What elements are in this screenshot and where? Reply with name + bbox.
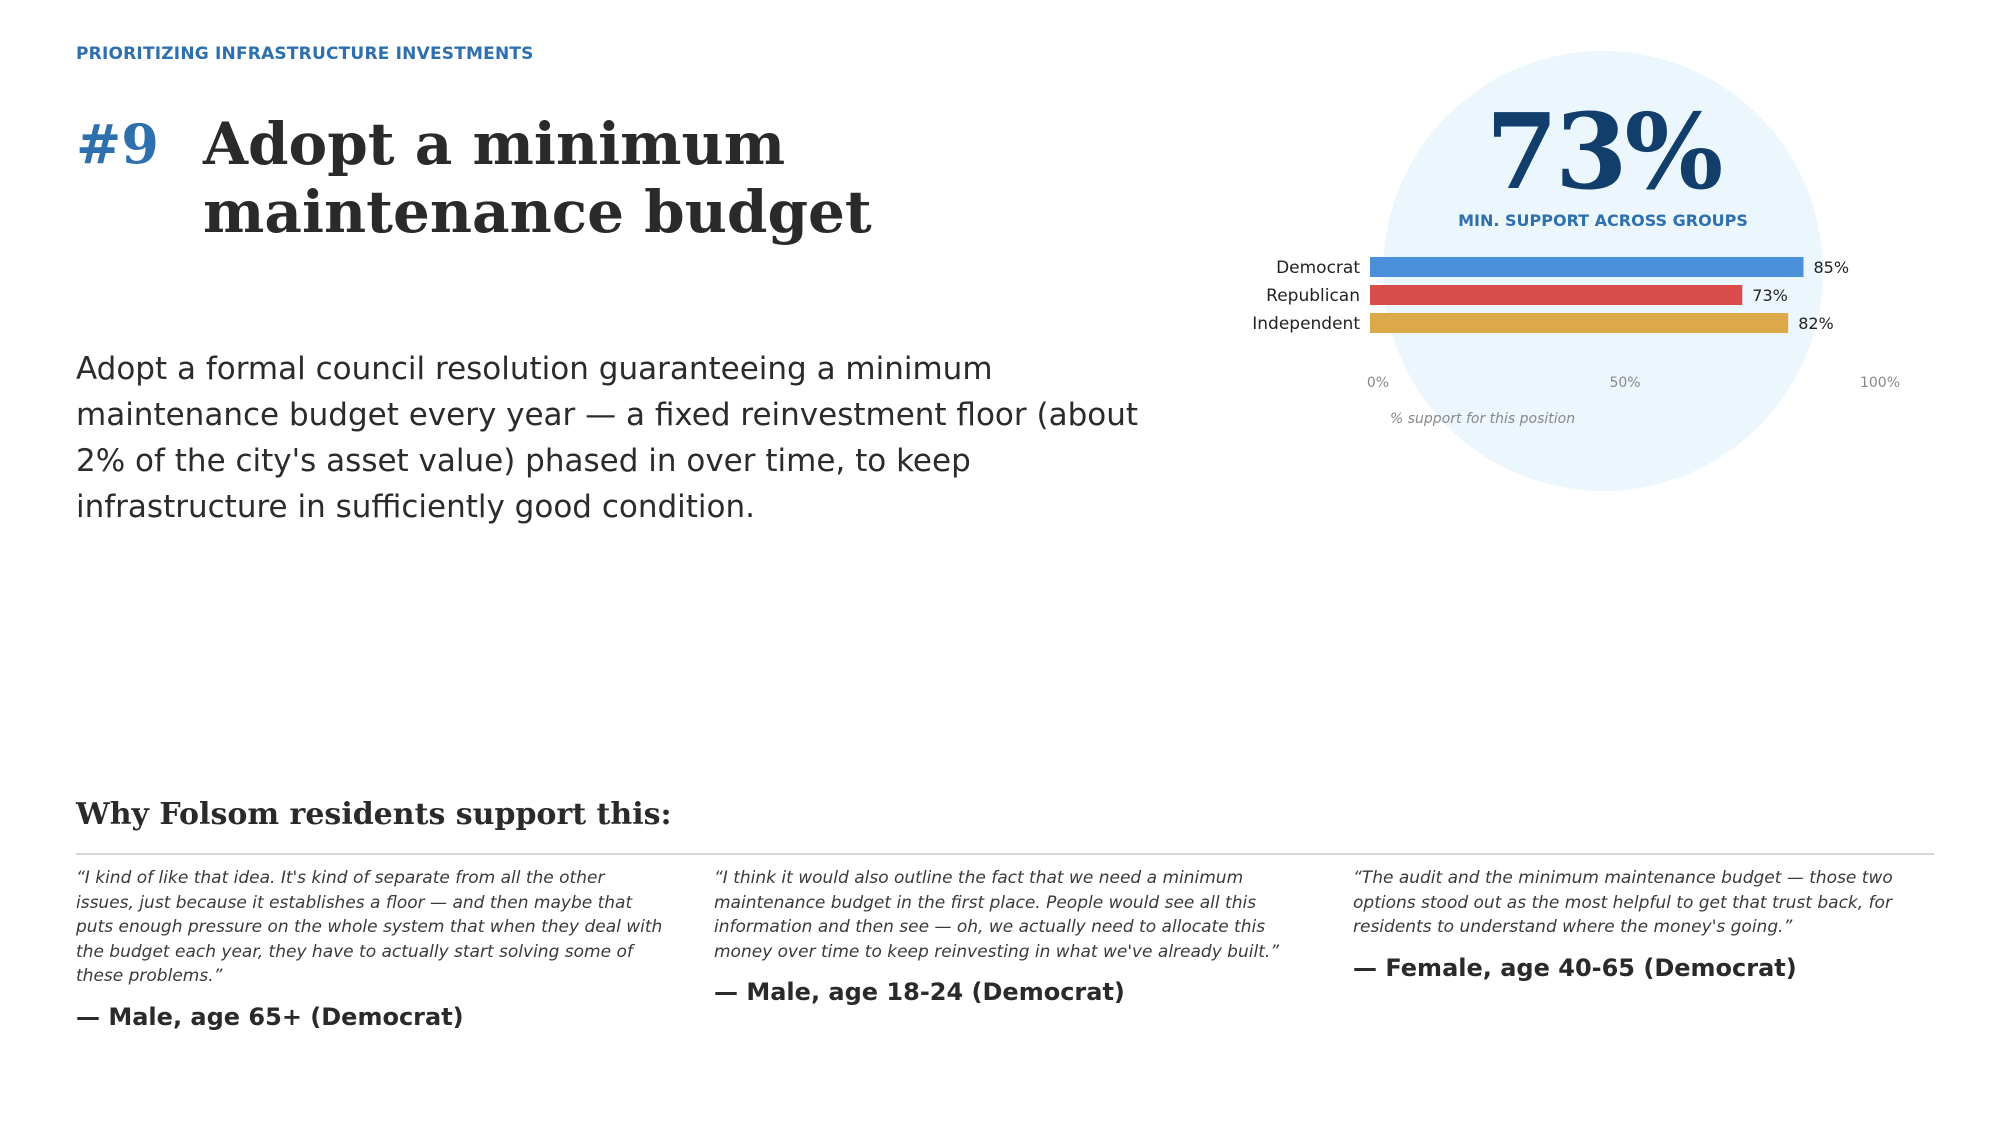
quote-attribution: — Male, age 65+ (Democrat) [76, 1002, 464, 1031]
data-label: 85% [1813, 258, 1850, 277]
quotes-section-title: Why Folsom residents support this: [76, 797, 672, 832]
section-eyebrow: PRIORITIZING INFRASTRUCTURE INVESTMENTS [76, 44, 534, 64]
category-label: Independent [1252, 314, 1360, 334]
quote-card [1353, 866, 1943, 982]
bar [1370, 285, 1742, 305]
quote-card [76, 866, 666, 1031]
bar [1370, 313, 1788, 333]
quote-attribution: — Female, age 40-65 (Democrat) [1353, 953, 1797, 982]
quote-text: “The audit and the minimum maintenance budget — those two options stood out as the most helpful to get that trust back, for residents to understand where the money's going.” [1353, 868, 1893, 937]
rank-number: #9 [76, 112, 159, 176]
quote-card [714, 866, 1304, 1006]
quote-attribution: — Male, age 18-24 (Democrat) [714, 978, 1125, 1006]
bar [1370, 257, 1804, 277]
x-tick-label: 50% [1609, 375, 1641, 391]
big-stat-label: MIN. SUPPORT ACROSS GROUPS [1458, 211, 1748, 230]
data-label: 82% [1798, 314, 1834, 333]
data-label: 73% [1752, 286, 1788, 305]
section-divider [76, 853, 1934, 855]
proposal-description: Adopt a formal council resolution guaranteeing a minimum maintenance budget every year — a fixed reinvestment floor (about 2% of the city's asset value) phased in over time, to keep infrastructure in sufficiently good condition. [76, 351, 1139, 525]
big-stat-value: 73% [1485, 90, 1721, 213]
category-label: Republican [1266, 286, 1360, 306]
x-tick-label: 100% [1859, 375, 1901, 391]
x-tick-label: 0% [1366, 375, 1390, 391]
page-title: Adopt a minimum maintenance budget [203, 110, 872, 246]
category-label: Democrat [1276, 258, 1360, 278]
quote-text: “I kind of like that idea. It's kind of separate from all the other issues, just because it establishes a floor — and then maybe that puts enough pressure on the whole system that when they deal with the budget each year, they have to actually start solving some of these problems.” [76, 868, 663, 986]
x-axis-label: % support for this position [1390, 411, 1576, 427]
quote-text: “I think it would also outline the fact that we need a minimum maintenance budget in the first place. People would see all this information and then see — oh, we actually need to allocate this money over time to keep reinvesting in what we've already built.” [714, 868, 1280, 962]
